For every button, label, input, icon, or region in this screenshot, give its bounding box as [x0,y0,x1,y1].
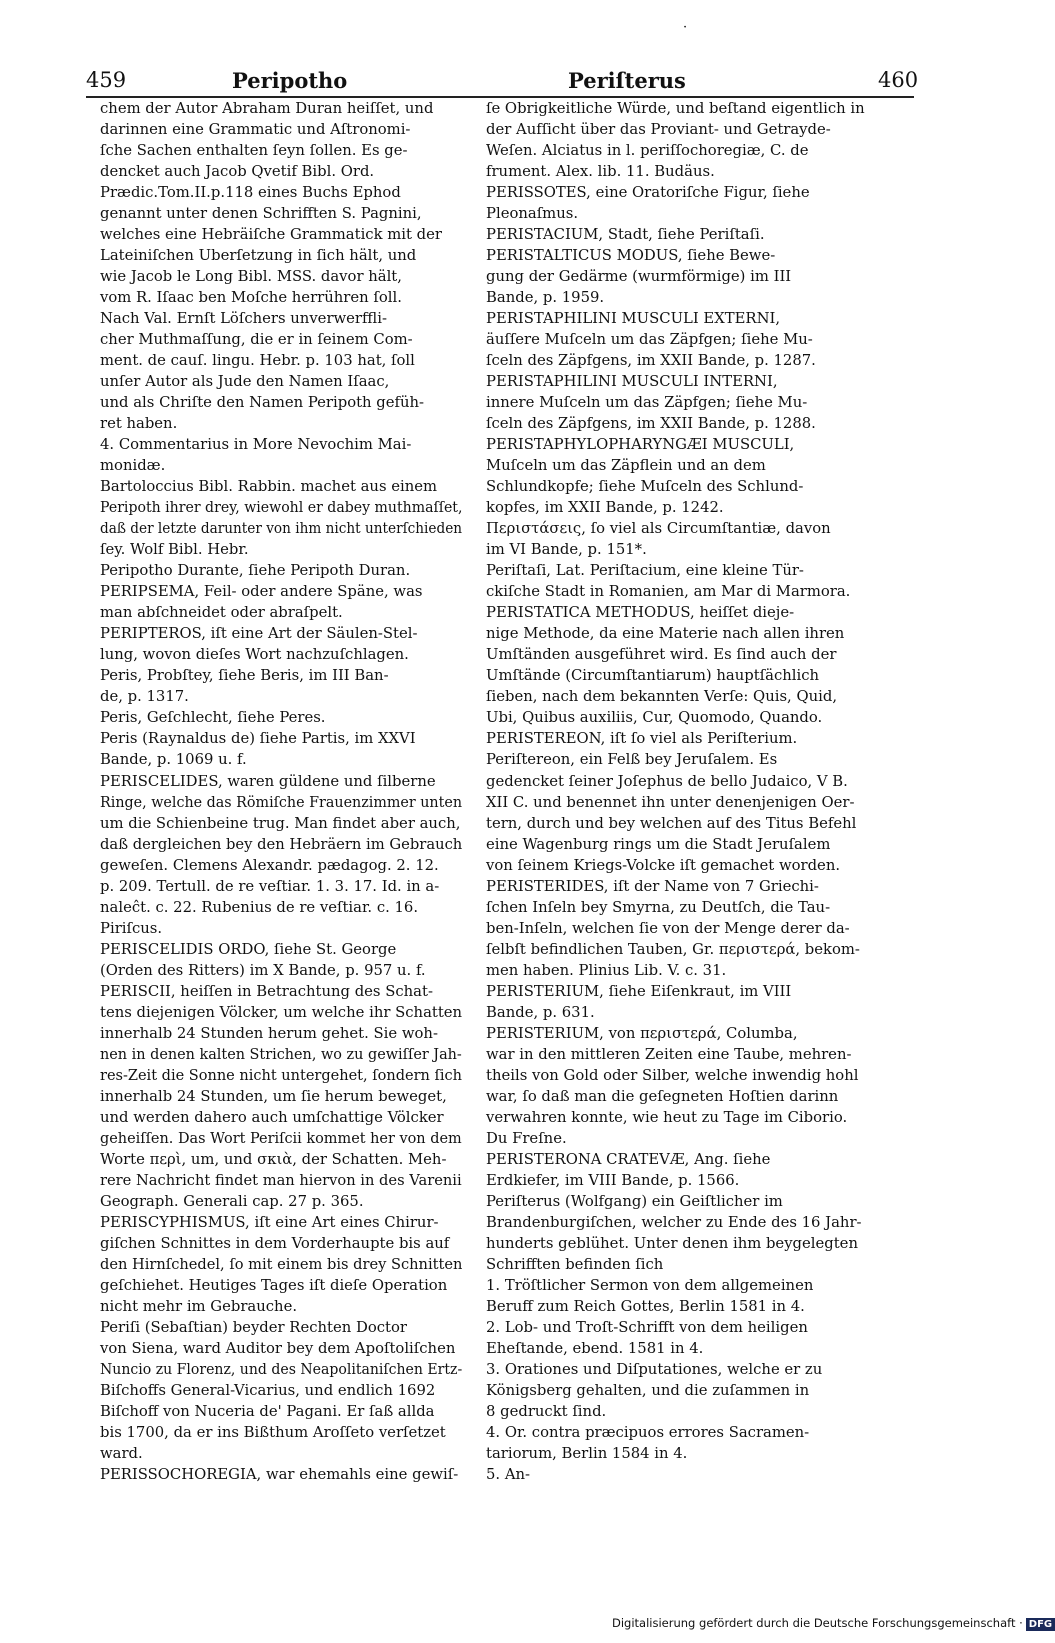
text-line: innerhalb 24 Stunden herum gehet. Sie woh- [100,1024,438,1042]
text-line: Beruff zum Reich Gottes, Berlin 1581 in 4. [486,1297,805,1315]
text-line: PERISTATICA METHODUS, heiſſet dieje- [486,604,795,622]
text-line: ckiſche Stadt in Romanien, am Mar di Marmora. [486,583,851,601]
text-line: 5. An- [486,1466,531,1484]
text-line: Umſtände (Circumſtantiarum) hauptſächlich [486,667,820,685]
text-line: Königsberg gehalten, und die zuſammen in [486,1381,810,1399]
text-line: PERIPSEMA, Feil- oder andere Späne, was [100,583,423,601]
text-line: PERISSOTES, eine Oratoriſche Figur, ſiehe [486,184,810,202]
text-line: 4. Commentarius in More Nevochim Mai- [100,436,412,454]
text-line: verwahren konnte, wie heut zu Tage im Ciborio. [486,1108,848,1126]
left-page-number: 459 [86,68,127,92]
text-line: theils von Gold oder Silber, welche inwendig hohl [486,1066,859,1084]
text-line: PERISTAPHILINI MUSCULI INTERNI, [486,373,778,391]
text-line: und werden dahero auch umſchattige Völcker [100,1108,444,1126]
dfg-logo: DFG [1026,1618,1055,1631]
text-line: ſey. Wolf Bibl. Hebr. [100,541,249,559]
text-line: nige Methode, da eine Materie nach allen ihren [486,625,845,643]
text-line: innerhalb 24 Stunden, um ſie herum beweget, [100,1087,447,1105]
text-line: Prædic.Tom.II.p.118 eines Buchs Ephod [100,184,401,202]
text-line: ſceln des Zäpfgens, im XXII Bande, p. 1288. [486,415,816,433]
text-line: tariorum, Berlin 1584 in 4. [486,1445,688,1462]
text-line: Eheſtande, ebend. 1581 in 4. [486,1339,704,1357]
text-line: PERISTERONA CRATEVÆ, Ang. ſiehe [486,1150,771,1168]
text-line: Peripoth ihrer drey, wiewohl er dabey muthmaſſet, [100,499,463,517]
text-line: monidæ. [100,457,166,475]
text-line: PERISTEREON, iſt ſo viel als Periſterium. [486,730,798,748]
text-line: PERISCYPHISMUS, iſt eine Art eines Chirur- [100,1213,439,1231]
text-line: Muſceln um das Zäpflein und an dem [486,457,766,475]
text-line: Nach Val. Ernſt Löſchers unverwerffli- [100,310,387,328]
text-line: gedencket ſeiner Joſephus de bello Judaico, V B. [486,772,848,790]
text-line: 3. Orationes und Diſputationes, welche er zu [486,1360,823,1378]
text-line: rere Nachricht findet man hiervon in des Varenii [100,1171,462,1189]
text-line: Ringe, welche das Römiſche Frauenzimmer unten [100,793,463,811]
text-line: im VI Bande, p. 151*. [486,541,647,559]
right-column [486,98,912,1485]
text-line: genannt unter denen Schrifften S. Pagnini, [100,205,422,223]
text-line: Piriſcus. [100,919,163,937]
text-line: man abſchneidet oder abraſpelt. [100,604,343,622]
left-column [100,98,462,1485]
text-line: Peris, Geſchlecht, ſiehe Peres. [100,709,326,727]
text-line: nen in denen kalten Strichen, wo zu gewiſſer Jah- [100,1045,462,1063]
text-line: Nuncio zu Florenz, und des Neapolitaniſchen Ertz- [100,1360,463,1378]
text-line: Worte περὶ, um, und σκιὰ, der Schatten. Meh- [100,1150,447,1168]
text-line: lung, wovon dieſes Wort nachzuſchlagen. [100,646,409,664]
text-line: ſieben, nach dem bekannten Verſe: Quis, Quid, [486,688,838,706]
text-line: PERISTAPHILINI MUSCULI EXTERNI, [486,310,781,328]
text-line: daß der letzte darunter von ihm nicht unterſchieden [100,520,463,538]
text-line: äuſſere Muſceln um das Zäpfgen; ſiehe Mu- [486,331,813,349]
text-line: PERISSOCHOREGIA, war ehemahls eine gewiſ- [100,1466,459,1484]
text-line: giſchen Schnittes in dem Vorderhaupte bis auf [100,1234,450,1252]
text-line: hunderts geblühet. Unter denen ihm beygelegten [486,1234,858,1252]
text-line: geſchiehet. Heutiges Tages iſt dieſe Operation [100,1276,448,1294]
text-line: ſchen Inſeln bey Smyrna, zu Deutſch, die Tau- [486,898,831,916]
left-running-title: Peripotho [232,68,348,93]
text-line: chem der Autor Abraham Duran heiſſet, und [100,100,434,117]
text-line: Schlundkopfe; ſiehe Muſceln des Schlund- [486,478,804,496]
center-mark: · [683,20,688,35]
text-line: gung der Gedärme (wurmförmige) im III [486,268,792,286]
text-line: (Orden des Ritters) im X Bande, p. 957 u. f. [100,961,426,979]
footer-text: Digitalisierung gefördert durch die Deutsche Forschungsgemeinschaft · [612,1616,1023,1630]
text-line: res-Zeit die Sonne nicht untergehet, ſondern ſich [100,1066,462,1084]
digitization-footer [612,1616,1055,1631]
text-line: darinnen eine Grammatic und Aſtronomi- [100,121,411,139]
text-line: Umſtänden ausgeführet wird. Es ſind auch der [486,646,837,664]
text-line: eine Wagenburg rings um die Stadt Jeruſalem [486,835,831,853]
text-line: war, ſo daß man die geſegneten Hoſtien darinn [486,1087,839,1105]
right-page-number: 460 [878,68,919,92]
text-line: PERISTERIDES, iſt der Name von 7 Griechi- [486,877,819,895]
text-line: von ſeinem Kriegs-Volcke iſt gemachet worden. [486,856,841,874]
text-line: wie Jacob le Long Bibl. MSS. davor hält, [100,268,402,286]
text-line: und als Chriſte den Namen Peripoth gefüh- [100,394,425,412]
text-line: Biſchoff von Nuceria de' Pagani. Er ſaß allda [100,1402,435,1420]
text-line: PERISTERIUM, ſiehe Eiſenkraut, im VIII [486,982,792,1000]
text-line: 2. Lob- und Troſt-Schrifft von dem heiligen [486,1318,808,1336]
text-line: Periſterus (Wolfgang) ein Geiſtlicher im [486,1192,783,1210]
text-line: Bande, p. 1069 u. f. [100,751,247,769]
text-line: Peripotho Durante, ſiehe Peripoth Duran. [100,562,411,580]
text-line: ſceln des Zäpfgens, im XXII Bande, p. 1287. [486,352,816,370]
text-line: Geograph. Generali cap. 27 p. 365. [100,1192,364,1210]
text-line: geheiſſen. Das Wort Periſcii kommet her von dem [100,1129,462,1147]
text-line: Schrifften befinden ſich [486,1255,664,1273]
right-running-title: Periſterus [568,68,686,93]
text-line: Bartoloccius Bibl. Rabbin. machet aus einem [100,478,438,496]
text-line: Περιστάσεις, ſo viel als Circumſtantiæ, davon [486,520,831,538]
text-line: Biſchoffs General-Vicarius, und endlich 1692 [100,1381,436,1399]
text-line: Brandenburgiſchen, welcher zu Ende des 16 Jahr- [486,1213,862,1231]
text-line: um die Schienbeine trug. Man findet aber auch, [100,814,461,832]
text-line: PERISCELIDIS ORDO, ſiehe St. George [100,940,397,958]
text-line: bis 1700, da er ins Bißthum Aroſſeto verſetzet [100,1423,446,1441]
text-line: von Siena, ward Auditor bey dem Apoſtoliſchen [100,1339,456,1357]
text-line: Bande, p. 631. [486,1003,595,1021]
text-line: dencket auch Jacob Qvetif Bibl. Ord. [100,163,375,181]
text-line: PERISCII, heiſſen in Betrachtung des Schat- [100,982,433,1000]
text-line: tern, durch und bey welchen auf des Titus Befehl [486,814,857,832]
text-line: naleĉt. c. 22. Rubenius de re veſtiar. c. 16. [100,898,419,916]
text-line: PERISTALTICUS MODUS, ſiehe Bewe- [486,247,776,265]
text-line: Peris (Raynaldus de) ſiehe Partis, im XXVI [100,730,416,748]
text-line: 1. Tröſtlicher Sermon von dem allgemeinen [486,1276,814,1294]
text-line: der Aufſicht über das Proviant- und Getrayde- [486,121,831,139]
text-line: Pleonaſmus. [486,205,579,223]
text-line: Periſtaſi, Lat. Periſtacium, eine kleine Tür- [486,562,804,580]
text-line: Lateiniſchen Uberſetzung in ſich hält, und [100,247,417,265]
text-line: Peris, Probſtey, ſiehe Beris, im III Ban- [100,667,389,685]
text-line: welches eine Hebräiſche Grammatick mit der [100,226,442,244]
text-line: ſe Obrigkeitliche Würde, und beſtand eigentlich in [486,100,865,117]
text-line: p. 209. Tertull. de re veſtiar. 1. 3. 17. Id. in a- [100,877,440,895]
text-line: tens diejenigen Völcker, um welche ihr Schatten [100,1003,463,1021]
text-line: Ubi, Quibus auxiliis, Cur, Quomodo, Quando. [486,709,823,727]
text-line: Periſi (Sebaſtian) beyder Rechten Doctor [100,1318,407,1336]
text-line: Du Freſne. [486,1129,567,1147]
text-line: Weſen. Alciatus in l. periſſochoregiæ, C. de [486,142,809,160]
text-line: Periſtereon, ein Felß bey Jeruſalem. Es [486,751,778,769]
text-line: cher Muthmaſſung, die er in ſeinem Com- [100,331,413,349]
text-line: PERISTACIUM, Stadt, ſiehe Periſtaſi. [486,226,765,244]
text-line: ret haben. [100,415,178,433]
text-line: PERISCELIDES, waren güldene und ſilberne [100,772,436,790]
text-line: ſche Sachen enthalten ſeyn ſollen. Es ge- [100,142,408,160]
text-line: ſelbſt befindlichen Tauben, Gr. περιστερά, bekom- [486,940,860,958]
text-line: innere Muſceln um das Zäpfgen; ſiehe Mu- [486,394,808,412]
text-line: kopfes, im XXII Bande, p. 1242. [486,499,724,517]
text-line: frument. Alex. lib. 11. Budäus. [486,163,715,181]
text-line: PERISTERIUM, von περιστερά, Columba, [486,1024,798,1042]
text-line: men haben. Plinius Lib. V. c. 31. [486,961,727,979]
text-line: PERIPTEROS, iſt eine Art der Säulen-Stel- [100,625,418,643]
text-line: Bande, p. 1959. [486,289,605,307]
text-line: daß dergleichen bey den Hebräern im Gebrauch [100,835,463,853]
text-line: Erdkiefer, im VIII Bande, p. 1566. [486,1171,740,1189]
text-line: den Hirnſchedel, ſo mit einem bis drey Schnitten [100,1255,463,1273]
text-line: ben-Inſeln, welchen ſie von der Menge derer da- [486,919,850,937]
text-line: unſer Autor als Jude den Namen Iſaac, [100,373,390,391]
text-line: PERISTAPHYLOPHARYNGÆI MUSCULI, [486,436,795,454]
text-line: 8 gedruckt ſind. [486,1402,607,1420]
text-line: nicht mehr im Gebrauche. [100,1297,298,1315]
text-line: vom R. Iſaac ben Moſche herrühren ſoll. [100,289,402,307]
text-line: 4. Or. contra præcipuos errores Sacramen- [486,1423,810,1441]
text-line: ment. de cauſ. lingu. Hebr. p. 103 hat, ſoll [100,352,415,370]
text-line: de, p. 1317. [100,688,189,706]
text-line: XII C. und benennet ihn unter denenjenigen Oer- [486,793,855,811]
text-line: war in den mittleren Zeiten eine Taube, mehren- [486,1045,852,1063]
text-line: ward. [100,1445,143,1462]
text-line: geweſen. Clemens Alexandr. pædagog. 2. 12. [100,856,439,874]
